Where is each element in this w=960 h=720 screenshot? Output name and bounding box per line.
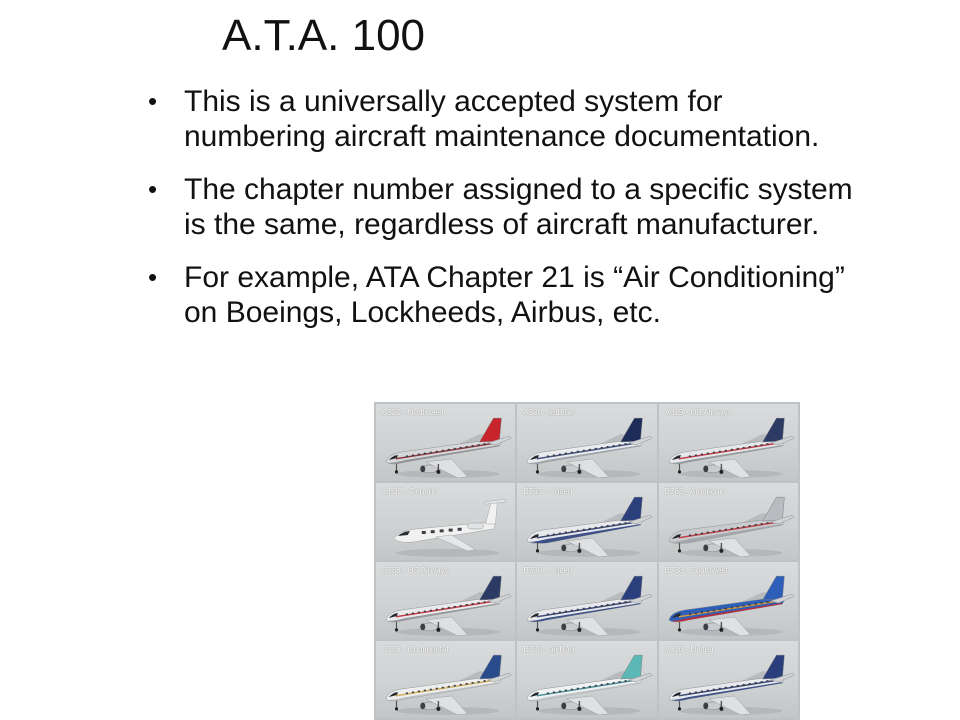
aircraft-image-grid xyxy=(374,402,800,720)
aircraft-label: B763 - American xyxy=(664,487,724,496)
aircraft-thumbnail xyxy=(659,562,798,639)
bullet-list xyxy=(148,84,863,348)
aircraft-thumbnail xyxy=(659,641,798,718)
airplane-icon xyxy=(659,572,798,639)
aircraft-label: A320 - jetBlue xyxy=(523,408,574,417)
aircraft-thumbnail xyxy=(517,483,656,560)
airplane-icon xyxy=(659,651,798,718)
aircraft-label: LJ-35 - Generic xyxy=(382,487,438,496)
bullet-item xyxy=(148,84,863,154)
aircraft-thumbnail xyxy=(659,404,798,481)
airplane-icon xyxy=(376,493,515,560)
bullet-item xyxy=(148,172,863,242)
aircraft-label: B763 - United xyxy=(523,487,573,496)
airplane-icon xyxy=(659,414,798,481)
aircraft-label: B738 - United xyxy=(523,566,573,575)
bullet-dot-icon: • xyxy=(148,262,158,292)
aircraft-thumbnail xyxy=(376,562,515,639)
aircraft-label: B738 - airTran xyxy=(523,645,575,654)
aircraft-thumbnail xyxy=(517,641,656,718)
bullet-item xyxy=(148,260,863,330)
aircraft-label: A320 - United xyxy=(664,645,714,654)
aircraft-label: B738 - Continental xyxy=(382,645,449,654)
aircraft-thumbnail xyxy=(517,562,656,639)
airplane-icon xyxy=(376,651,515,718)
aircraft-label: A320 - Northwest xyxy=(382,408,444,417)
aircraft-thumbnail xyxy=(376,641,515,718)
aircraft-thumbnail xyxy=(659,483,798,560)
airplane-icon xyxy=(376,414,515,481)
aircraft-label: B738 - Southwest xyxy=(664,566,728,575)
airplane-icon xyxy=(517,572,656,639)
aircraft-label: A319 - US Airways xyxy=(664,408,732,417)
bullet-dot-icon: • xyxy=(148,86,158,116)
airplane-icon xyxy=(376,572,515,639)
aircraft-thumbnail xyxy=(376,404,515,481)
airplane-icon xyxy=(659,493,798,560)
aircraft-thumbnail xyxy=(376,483,515,560)
bullet-text: This is a universally accepted system for numbering aircraft maintenance documentation. xyxy=(184,85,820,153)
airplane-icon xyxy=(517,414,656,481)
aircraft-label: B738 - US Airways xyxy=(382,566,449,575)
slide-title: A.T.A. 100 xyxy=(222,11,426,60)
airplane-icon xyxy=(517,493,656,560)
airplane-icon xyxy=(517,651,656,718)
bullet-text: For example, ATA Chapter 21 is “Air Conditioning” on Boeings, Lockheeds, Airbus, etc. xyxy=(184,261,845,329)
bullet-text: The chapter number assigned to a specific system is the same, regardless of aircraft manufacturer. xyxy=(184,173,853,241)
bullet-dot-icon: • xyxy=(148,174,158,204)
aircraft-thumbnail xyxy=(517,404,656,481)
